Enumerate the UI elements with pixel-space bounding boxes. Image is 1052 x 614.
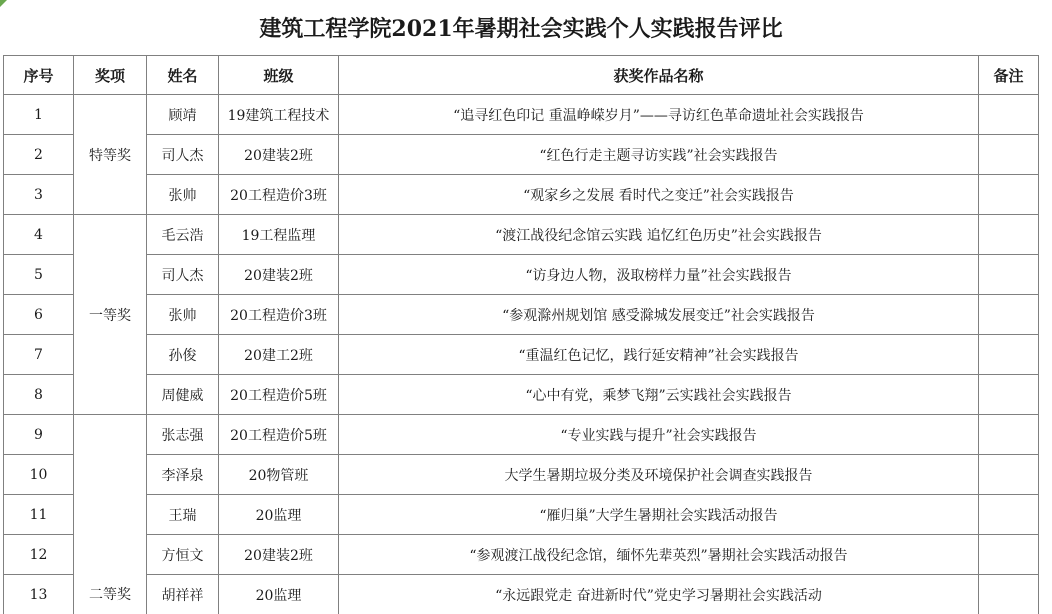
cell-class[interactable]: 20监理 <box>219 575 339 614</box>
table-row <box>4 255 1039 295</box>
table-row <box>4 135 1039 175</box>
title-row <box>4 0 1039 56</box>
cell-work[interactable]: “追寻红色印记 重温峥嵘岁月”——寻访红色革命遗址社会实践报告 <box>339 95 979 135</box>
cell-award-second[interactable]: 二等奖 <box>74 415 147 614</box>
header-no[interactable]: 序号 <box>4 56 74 95</box>
cell-name[interactable]: 方恒文 <box>147 535 219 575</box>
cell-work[interactable]: “红色行走主题寻访实践”社会实践报告 <box>339 135 979 175</box>
cell-name[interactable]: 孙俊 <box>147 335 219 375</box>
cell-remark[interactable] <box>979 335 1039 375</box>
cell-class[interactable]: 19工程监理 <box>219 215 339 255</box>
cell-remark[interactable] <box>979 175 1039 215</box>
cell-name[interactable]: 张帅 <box>147 175 219 215</box>
cell-no[interactable]: 8 <box>4 375 74 415</box>
table-row <box>4 335 1039 375</box>
cell-name[interactable]: 胡祥祥 <box>147 575 219 614</box>
cell-class[interactable]: 20建工2班 <box>219 335 339 375</box>
cell-class[interactable]: 20建装2班 <box>219 255 339 295</box>
cell-no[interactable]: 10 <box>4 455 74 495</box>
cell-no[interactable]: 7 <box>4 335 74 375</box>
cell-no[interactable]: 13 <box>4 575 74 614</box>
cell-work[interactable]: “渡江战役纪念馆云实践 追忆红色历史”社会实践报告 <box>339 215 979 255</box>
cell-class[interactable]: 20建装2班 <box>219 135 339 175</box>
table-row <box>4 215 1039 255</box>
cell-remark[interactable] <box>979 575 1039 614</box>
cell-no[interactable]: 9 <box>4 415 74 455</box>
cell-no[interactable]: 1 <box>4 95 74 135</box>
cell-name[interactable]: 司人杰 <box>147 255 219 295</box>
cell-work[interactable]: “观家乡之发展 看时代之变迁”社会实践报告 <box>339 175 979 215</box>
cell-class[interactable]: 20工程造价3班 <box>219 295 339 335</box>
table-row <box>4 295 1039 335</box>
cell-name[interactable]: 李泽泉 <box>147 455 219 495</box>
cell-no[interactable]: 12 <box>4 535 74 575</box>
cell-class[interactable]: 20物管班 <box>219 455 339 495</box>
cell-remark[interactable] <box>979 215 1039 255</box>
table-row <box>4 575 1039 614</box>
cell-no[interactable]: 3 <box>4 175 74 215</box>
table-row <box>4 455 1039 495</box>
cell-remark[interactable] <box>979 375 1039 415</box>
cell-class[interactable]: 20建装2班 <box>219 535 339 575</box>
table-row <box>4 535 1039 575</box>
table-row <box>4 415 1039 455</box>
table-row <box>4 495 1039 535</box>
cell-work[interactable]: “参观渡江战役纪念馆，缅怀先辈英烈”暑期社会实践活动报告 <box>339 535 979 575</box>
cell-remark[interactable] <box>979 95 1039 135</box>
cell-award-special[interactable]: 特等奖 <box>74 95 147 215</box>
cell-name[interactable]: 司人杰 <box>147 135 219 175</box>
cell-work[interactable]: 大学生暑期垃圾分类及环境保护社会调查实践报告 <box>339 455 979 495</box>
cell-award-first[interactable]: 一等奖 <box>74 215 147 415</box>
cell-work[interactable]: “心中有党，乘梦飞翔”云实践社会实践报告 <box>339 375 979 415</box>
cell-name[interactable]: 周健威 <box>147 375 219 415</box>
cell-remark[interactable] <box>979 535 1039 575</box>
cell-name[interactable]: 毛云浩 <box>147 215 219 255</box>
cell-no[interactable]: 6 <box>4 295 74 335</box>
header-class[interactable]: 班级 <box>219 56 339 95</box>
cell-no[interactable]: 11 <box>4 495 74 535</box>
cell-no[interactable]: 2 <box>4 135 74 175</box>
cell-remark[interactable] <box>979 255 1039 295</box>
cell-class[interactable]: 19建筑工程技术 <box>219 95 339 135</box>
header-work[interactable]: 获奖作品名称 <box>339 56 979 95</box>
cell-class[interactable]: 20工程造价5班 <box>219 415 339 455</box>
cell-remark[interactable] <box>979 455 1039 495</box>
cell-name[interactable]: 张志强 <box>147 415 219 455</box>
table-row <box>4 175 1039 215</box>
cell-class[interactable]: 20监理 <box>219 495 339 535</box>
table-row <box>4 375 1039 415</box>
header-award[interactable]: 奖项 <box>74 56 147 95</box>
cell-remark[interactable] <box>979 415 1039 455</box>
cell-work[interactable]: “参观滁州规划馆 感受滁城发展变迁”社会实践报告 <box>339 295 979 335</box>
cell-work[interactable]: “专业实践与提升”社会实践报告 <box>339 415 979 455</box>
cell-no[interactable]: 4 <box>4 215 74 255</box>
page-title[interactable]: 建筑工程学院2021年暑期社会实践个人实践报告评比 <box>4 0 1039 56</box>
cell-no[interactable]: 5 <box>4 255 74 295</box>
cell-work[interactable]: “重温红色记忆，践行延安精神”社会实践报告 <box>339 335 979 375</box>
cell-work[interactable]: “访身边人物，汲取榜样力量”社会实践报告 <box>339 255 979 295</box>
cell-name[interactable]: 王瑞 <box>147 495 219 535</box>
cell-class[interactable]: 20工程造价5班 <box>219 375 339 415</box>
cell-remark[interactable] <box>979 295 1039 335</box>
cell-work[interactable]: “雁归巢”大学生暑期社会实践活动报告 <box>339 495 979 535</box>
header-remark[interactable]: 备注 <box>979 56 1039 95</box>
cell-name[interactable]: 顾靖 <box>147 95 219 135</box>
cell-remark[interactable] <box>979 495 1039 535</box>
header-name[interactable]: 姓名 <box>147 56 219 95</box>
cell-work[interactable]: “永远跟党走 奋进新时代”党史学习暑期社会实践活动 <box>339 575 979 614</box>
cell-remark[interactable] <box>979 135 1039 175</box>
table-row <box>4 95 1039 135</box>
header-row <box>4 56 1039 95</box>
cell-name[interactable]: 张帅 <box>147 295 219 335</box>
cell-class[interactable]: 20工程造价3班 <box>219 175 339 215</box>
award-table <box>3 0 1039 614</box>
